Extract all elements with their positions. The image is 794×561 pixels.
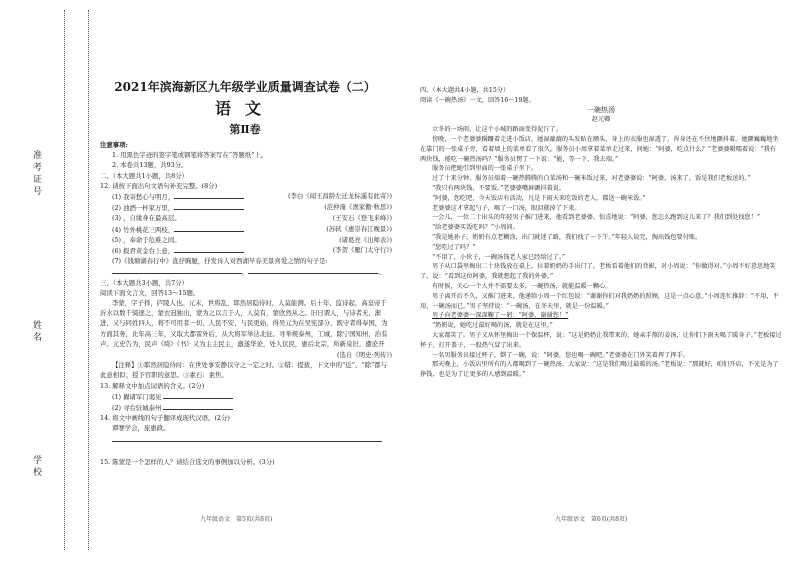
- answer-blank[interactable]: [163, 402, 233, 410]
- dotted-line: [64, 10, 65, 550]
- part-title: 第Ⅱ卷: [229, 123, 261, 136]
- paragraph: “阿婆，您吃吧，今天饭店有活动，凡是下雨天来吃饭的老人，都送一碗米饭。”: [432, 194, 646, 202]
- q12-item-text: (3) ，自缘身在最高层。: [112, 214, 181, 223]
- paragraph: “给老婆婆买饭吃吗？”小周问。: [432, 224, 519, 232]
- section-heading: 二、（本大题共1小题，共8分）: [100, 171, 189, 180]
- paragraph: 过了十来分钟，服务员端着一碗热腾腾的白菜汤和一碗米饭过来，对老婆婆说：“阿婆，汤来了，饭是我们老板送的。”: [432, 175, 751, 183]
- paragraph: 服务员把她引到里面的一张桌子坐下。: [432, 165, 538, 173]
- q12-item-text: (6) 报君黄金台上意，: [112, 247, 175, 256]
- paragraph: “我是她孙子，奶奶有点老糊涂，出门就迷了路，我们找了一下午。”年轻人说完，掏出钱包要付账。: [432, 233, 702, 241]
- question-13: 13. 解释文中加点词语的含义。(2分): [100, 381, 205, 390]
- q12-item: [100, 191, 392, 202]
- dotted-line: [88, 10, 89, 550]
- story-text: [420, 125, 782, 471]
- paragraph: 傍晚，一个老婆婆蹒跚着走进小饭店，她湿漉漉的头发贴在额头，身上的衣服也湿透了，浑身还在不住地颤抖着。她颤巍巍地坐在靠门的一张桌子旁，看着墙上的菜单看了很久。服务员小周拿着菜单走过来，问她：“阿婆，吃点什么？”老婆婆嗫嚅着说：“我有两块钱，能吃一碗热汤吗？”服务员愣了一下说：“能，等一下，我去端。”: [420, 135, 779, 163]
- answer-line[interactable]: ， 。: [100, 266, 392, 277]
- reading-intro: 阅读下面文言文，回答13～15题。: [100, 288, 200, 297]
- reading-intro: 阅读《一碗热汤》一文，回答16～19题。: [420, 96, 535, 104]
- page-footer-right: 九年级语文 第6页(共8页): [555, 516, 628, 523]
- q12-item-text: (1) 我寄愁心与明月，: [112, 193, 175, 202]
- margin-label-exam-id: 准考证号: [31, 150, 41, 198]
- binding-margin: [0, 0, 92, 561]
- answer-blank[interactable]: [174, 191, 244, 199]
- answer-blank[interactable]: [163, 391, 233, 399]
- paragraph: “您吃过了吗？”: [432, 243, 476, 251]
- paragraph: 一会儿，一位二十出头的年轻男子推门进来，他看到老婆婆，惊喜地说：“阿婆，您怎么跑到这儿来了？我们到处找您！”: [432, 214, 761, 222]
- section-heading: 三、（本大题共3小题，共7分）: [100, 278, 189, 287]
- notice-title: 注意事项:: [100, 141, 128, 149]
- q13-item: (2) 寻台驻城泰州: [100, 402, 392, 413]
- q12-item-7: (7)《钱塘湖春行中》直抒胸臆，抒发诗人对西湖早春美景喜爱之情的句子是:: [112, 257, 328, 266]
- story-title: 一碗热汤: [587, 105, 615, 114]
- q12-item-source: (李贺《雁门太守行》): [332, 246, 392, 255]
- underlined-sentence: 男子向老婆婆一深深鞠了一躬：“阿婆，谢谢您！”: [432, 312, 569, 320]
- q12-item-source: (李白《闻王昌龄左迁龙标遥有此寄》): [287, 192, 392, 201]
- story-author: 赵元卿: [591, 116, 611, 124]
- q14-sentence: 谭謇学会，旅惠政。: [112, 424, 170, 433]
- q12-item: [100, 245, 392, 256]
- q12-item-source: (诸葛亮《出师表》): [339, 235, 392, 244]
- q12-item-text: (5) ，奉命于危难之间。: [112, 235, 181, 244]
- q12-item: [100, 235, 392, 245]
- right-page: [420, 86, 782, 471]
- notice-item: 2. 本卷共13题，共93分。: [112, 161, 188, 170]
- classical-passage: 李蒙，字子择，庐陵人也。元末，世将乱，耶然居隐待时，人莫能测。后十年，监诗起，高皇帝于沂水以数千骑逐之，蒙衣冠独出，蒙为之以言于人，人莫有，蒙欣然从之。旧日谓人，与诗者无，渐进，又与同姓四人，将不可用者一切，人民不安，与民更始，得吴元为在吴宪部分，既守者得奉国，为方面其务，比年高三年，又取大都雷外后，从大将军举达北征。寻举规泰州，工城，除宁国知州，治有声。元史告为，民声《绮》《书》又为主主民主，激遂华论，处人伏民，惠后北宗，所新泉旧，遭论开: [100, 299, 388, 348]
- q12-item-source: (王安石《登飞来峰》): [332, 214, 392, 223]
- answer-blank[interactable]: [174, 202, 244, 210]
- paragraph: “我只有两块钱，不要饭。”老婆婆嘴唇颤抖着说。: [432, 184, 566, 192]
- margin-label-name: 姓名: [31, 320, 41, 344]
- paragraph: 男子离开后不久，又推门进来，他递给小周一个红包说：“谢谢你们对我奶奶的照顾，这是一点心意。”小周连忙推辞：“不用，不用，一碗汤而已。”男子坚持说：“一碗汤，在冬天里，就是一份温暖。”: [420, 292, 779, 310]
- paragraph: “奶奶说，她吃过最好喝的汤，就是在这里。”: [432, 322, 553, 330]
- margin-label-school: 学校: [31, 455, 41, 479]
- answer-blank[interactable]: [174, 224, 244, 232]
- paragraph: 那天晚上，小饭店里所有的人都喝到了一碗热汤，大家说：“这是我们喝过最暖的汤。”老板说：“那就好，咱们开店，不光是为了挣钱，也是为了让更多的人感到温暖。”: [420, 361, 779, 379]
- question-15: 15. 陈蒙是一个怎样的人？请结合选文的事例加以分析。(3分): [100, 457, 275, 466]
- paragraph: 立冬的一场雨，让这个小城的路面变得泥泞了。: [432, 126, 562, 134]
- q12-item-text: (2) 浊酒一杯家万里，: [112, 204, 175, 213]
- passage-source: (选自《明史·列传》): [337, 351, 392, 360]
- page-footer-left: 九年级语文 第5页(共8页): [200, 516, 273, 523]
- q12-item: [100, 202, 392, 213]
- exam-title: 2021年滨海新区九年级学业质量调查试卷（二）: [114, 80, 376, 94]
- left-page: [100, 140, 392, 467]
- question-12: 12. 请按下面出句文语句补充完整。(8分): [100, 181, 218, 190]
- question-14: 14. 将文中画线的句子翻译成现代汉语。(2分): [100, 414, 230, 423]
- answer-blank[interactable]: [174, 245, 244, 253]
- paragraph: 男子从口袋里掏出二十块钱放在桌上，拉着奶奶的手出门了。老板看着他们的背影，对小周说：“你做得对。”小周不好意思地笑了，说：“看到这位阿婆，我就想起了我的外婆。”: [420, 263, 776, 281]
- section-heading: 四、（本大题共4小题，共15分）: [420, 87, 510, 94]
- paragraph: “不用了，小伙子，一碗汤钱老人家已经给过了。”: [432, 253, 566, 261]
- q12-item-source: (范仲淹《渔家傲·秋思》): [324, 203, 392, 212]
- paragraph: 老婆婆这才拿起勺子，喝了一口汤，眼泪就掉了下来。: [432, 204, 581, 212]
- notice-item: 1. 用黑色字迹的签字笔或钢笔将答案写在“答题纸”上。: [112, 151, 268, 160]
- passage-note: 【注释】①耶然居隐待时：在世处事安静以守之一定之时。②错：提拔，下文中的“近”、“除”都与此意相似；授予官职的意思。③素石：素焦。: [100, 361, 388, 380]
- q12-item: [100, 213, 392, 223]
- q12-item-source: (苏轼《惠崇春江晚景》): [326, 224, 392, 233]
- q13-item: (1) 擢诸军门谒见: [100, 391, 392, 402]
- paragraph: 一名男服务员接过杯子，倒了一碗，说：“阿婆，您也喝一碗吧。”老婆婆在门外笑着挥了挥手。: [432, 351, 689, 359]
- q12-item-text: (4) 竹外桃花三两枝，: [112, 225, 175, 234]
- paragraph: 大家都笑了。男子又从怀里掏出一个保温杯，说：“这是奶奶让我带来的，她亲手熬的姜汤，让你们下雨天喝了暖身子。”老板接过杯子，打开盖子，一股热气冒了出来。: [420, 331, 782, 349]
- q12-item: [100, 224, 392, 235]
- paragraph: 有时候，关心一个人并不需要太多，一碗热汤，就能温暖一颗心。: [432, 282, 612, 290]
- answer-line[interactable]: [100, 434, 392, 445]
- subject-title: 语文: [214, 99, 275, 118]
